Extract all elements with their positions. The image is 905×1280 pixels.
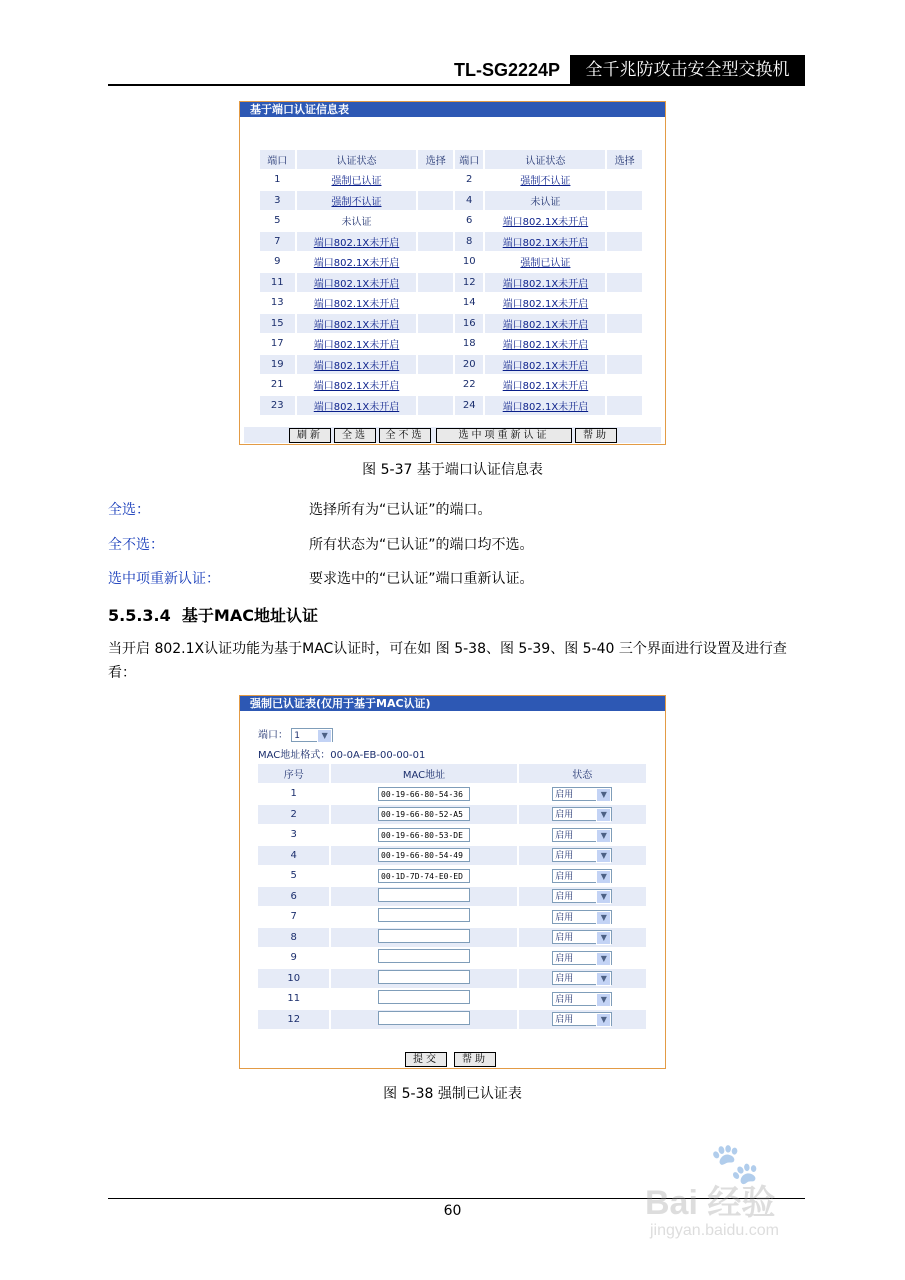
status-select[interactable]: [552, 951, 612, 965]
refresh-button[interactable]: 刷新: [289, 428, 331, 443]
select-cell[interactable]: [418, 376, 453, 395]
port-number: 13: [270, 297, 284, 309]
button-bar: [244, 1051, 661, 1067]
header-rule: [108, 84, 805, 86]
chevron-down-icon[interactable]: ▼: [596, 931, 611, 945]
mac-cell: [331, 867, 516, 886]
auth-status-link[interactable]: 端口802.1X未开启: [313, 401, 400, 413]
section-paragraph: 当开启 802.1X认证功能为基于MAC认证时，可在如 图 5-38、图 5-39、图 5-40 三个界面进行设置及进行查看：: [108, 641, 787, 681]
mac-cell: [331, 785, 516, 804]
mac-address-input[interactable]: 00-19-66-80-54-36: [378, 787, 470, 801]
table-row: [260, 171, 642, 190]
col-header: 认证状态: [336, 155, 377, 167]
col-header: 认证状态: [525, 155, 566, 167]
port-number: 7: [274, 235, 281, 247]
select-cell[interactable]: [607, 273, 642, 292]
row-number: 11: [287, 993, 301, 1005]
auth-status-link[interactable]: 端口802.1X未开启: [502, 401, 589, 413]
auth-status-link[interactable]: 端口802.1X未开启: [313, 340, 400, 352]
auth-status-link[interactable]: 端口802.1X未开启: [313, 319, 400, 331]
row-number: 3: [290, 829, 297, 841]
port-select-value: 1: [294, 731, 300, 741]
status-select[interactable]: [552, 992, 612, 1006]
chevron-down-icon[interactable]: ▼: [596, 849, 611, 863]
mac-address-input[interactable]: [378, 908, 470, 922]
select-cell[interactable]: [607, 376, 642, 395]
port-number: 4: [466, 194, 473, 206]
page-number: 60: [443, 1203, 462, 1219]
definition-desc: 要求选中的“已认证”端口重新认证。: [309, 571, 534, 587]
select-cell[interactable]: [418, 253, 453, 272]
col-header: MAC地址: [402, 769, 446, 781]
mac-address-input[interactable]: [378, 929, 470, 943]
table-row: [260, 212, 642, 231]
port-label: 端口：: [258, 730, 288, 741]
chevron-down-icon[interactable]: ▼: [596, 890, 611, 904]
status-cell: [519, 805, 646, 824]
table-row: [260, 355, 642, 374]
watermark-logo: Bai 经验: [645, 1184, 776, 1222]
auth-status-link[interactable]: 端口802.1X未开启: [502, 299, 589, 311]
status-select[interactable]: [552, 807, 612, 821]
auth-status-link[interactable]: 强制不认证: [520, 176, 571, 188]
select-cell[interactable]: [418, 294, 453, 313]
select-cell[interactable]: [607, 294, 642, 313]
select-cell[interactable]: [418, 232, 453, 251]
table-row: [258, 785, 646, 804]
status-cell: [519, 867, 646, 886]
status-cell: [519, 785, 646, 804]
row-number: 2: [290, 808, 297, 820]
port-auth-info-panel: [239, 101, 666, 445]
table-row: [258, 846, 646, 865]
help-button[interactable]: 帮助: [454, 1052, 496, 1067]
table-row: [258, 908, 646, 927]
status-select-value: 启用: [555, 810, 574, 821]
status-cell: [519, 990, 646, 1009]
select-cell[interactable]: [607, 314, 642, 333]
select-cell[interactable]: [418, 171, 453, 190]
chevron-down-icon[interactable]: ▼: [596, 972, 611, 986]
mac-cell: [331, 1010, 516, 1029]
col-header: 序号: [283, 769, 304, 781]
panel-title: 基于端口认证信息表: [240, 102, 665, 117]
watermark-url: jingyan.baidu.com: [650, 1222, 779, 1239]
auth-status-link[interactable]: 端口802.1X未开启: [313, 258, 400, 270]
select-cell[interactable]: [418, 335, 453, 354]
port-number: 10: [462, 256, 476, 268]
panel-title: 强制已认证表(仅用于基于MAC认证): [240, 696, 665, 711]
row-number: 12: [287, 1013, 301, 1025]
auth-status-link[interactable]: 端口802.1X未开启: [313, 237, 400, 249]
col-header: 选择: [614, 155, 635, 167]
table-row: [258, 887, 646, 906]
table-row: [258, 990, 646, 1009]
select-cell[interactable]: [418, 396, 453, 415]
select-cell[interactable]: [418, 212, 453, 231]
port-number: 22: [462, 379, 476, 391]
chevron-down-icon[interactable]: ▼: [596, 788, 611, 802]
row-number: 7: [290, 911, 297, 923]
row-number: 5: [290, 870, 297, 882]
status-cell: [519, 887, 646, 906]
mac-cell: [331, 805, 516, 824]
mac-table: [256, 762, 648, 1031]
table-row: [260, 396, 642, 415]
definition-desc: 选择所有为“已认证”的端口。: [309, 502, 492, 518]
auth-status-link[interactable]: 端口802.1X未开启: [502, 381, 589, 393]
select-cell[interactable]: [607, 191, 642, 210]
status-select[interactable]: [552, 889, 612, 903]
select-all-button[interactable]: 全选: [334, 428, 376, 443]
status-select-value: 启用: [555, 974, 574, 985]
table-row: [260, 273, 642, 292]
port-number: 8: [466, 235, 473, 247]
port-number: 17: [270, 338, 284, 350]
baidu-jingyan-watermark: [645, 1140, 865, 1250]
table-row: [258, 867, 646, 886]
status-select[interactable]: [552, 848, 612, 862]
table-row: [260, 294, 642, 313]
auth-status-link: 未认证: [530, 196, 561, 208]
mac-cell: [331, 949, 516, 968]
port-select[interactable]: [291, 728, 333, 742]
select-cell[interactable]: [418, 191, 453, 210]
status-cell: [519, 949, 646, 968]
table-row: [260, 191, 642, 210]
forced-auth-table-panel: [239, 695, 666, 1069]
status-select-value: 启用: [555, 892, 574, 903]
auth-status-link[interactable]: 端口802.1X未开启: [313, 381, 400, 393]
chevron-down-icon[interactable]: ▼: [596, 870, 611, 884]
status-cell: [519, 1010, 646, 1029]
status-cell: [519, 826, 646, 845]
mac-cell: [331, 846, 516, 865]
mac-address-input[interactable]: 00-19-66-80-53-DE: [378, 828, 470, 842]
chevron-down-icon[interactable]: ▼: [596, 993, 611, 1007]
help-button[interactable]: 帮助: [575, 428, 617, 443]
figure-caption: 图 5-38 强制已认证表: [383, 1086, 522, 1102]
row-number: 8: [290, 931, 297, 943]
status-select-value: 启用: [555, 830, 574, 841]
header-model: TL-SG2224P: [453, 60, 560, 80]
mac-address-input[interactable]: 00-19-66-80-52-A5: [378, 807, 470, 821]
section-title: 基于MAC地址认证: [181, 606, 318, 625]
definition-term: 全不选：: [108, 537, 164, 553]
submit-button[interactable]: 提交: [405, 1052, 447, 1067]
mac-format-hint: MAC地址格式：00-0A-EB-00-00-01: [258, 750, 426, 761]
row-number: 9: [290, 952, 297, 964]
port-number: 2: [466, 174, 473, 186]
status-select[interactable]: [552, 930, 612, 944]
select-none-button[interactable]: 全不选: [379, 428, 431, 443]
select-cell[interactable]: [607, 232, 642, 251]
status-select-value: 启用: [555, 871, 574, 882]
table-row: [258, 949, 646, 968]
table-row: [258, 928, 646, 947]
row-number: 4: [290, 849, 297, 861]
col-header: 选择: [425, 155, 446, 167]
port-number: 1: [274, 174, 281, 186]
port-number: 18: [462, 338, 476, 350]
status-cell: [519, 928, 646, 947]
section-number: 5.5.3.4: [108, 606, 171, 625]
chevron-down-icon[interactable]: ▼: [596, 1013, 611, 1027]
auth-status-link[interactable]: 端口802.1X未开启: [313, 360, 400, 372]
select-cell[interactable]: [607, 212, 642, 231]
header-product-title: 全千兆防攻击安全型交换机: [570, 55, 805, 85]
auth-status-link[interactable]: 端口802.1X未开启: [502, 360, 589, 372]
status-select[interactable]: [552, 787, 612, 801]
status-select[interactable]: [552, 869, 612, 883]
port-number: 21: [270, 379, 284, 391]
chevron-down-icon[interactable]: ▼: [596, 829, 611, 843]
col-header: 状态: [572, 769, 593, 781]
status-select[interactable]: [552, 1012, 612, 1026]
table-row: [260, 314, 642, 333]
status-cell: [519, 908, 646, 927]
table-header-row: [260, 150, 642, 169]
select-cell[interactable]: [607, 335, 642, 354]
select-cell[interactable]: [418, 273, 453, 292]
mac-address-input[interactable]: [378, 888, 470, 902]
auth-status-link[interactable]: 强制不认证: [331, 196, 382, 208]
select-cell[interactable]: [607, 253, 642, 272]
select-cell[interactable]: [607, 396, 642, 415]
auth-status-link[interactable]: 端口802.1X未开启: [502, 278, 589, 290]
status-select[interactable]: [552, 971, 612, 985]
port-number: 24: [462, 399, 476, 411]
port-number: 5: [274, 215, 281, 227]
port-number: 3: [274, 194, 281, 206]
definition-desc: 所有状态为“已认证”的端口均不选。: [309, 537, 534, 553]
reauth-selected-button[interactable]: 选中项重新认证: [436, 428, 572, 443]
status-select-value: 启用: [555, 1015, 574, 1026]
button-bar: [244, 427, 661, 443]
port-number: 9: [274, 256, 281, 268]
mac-address-input[interactable]: [378, 970, 470, 984]
table-row: [260, 376, 642, 395]
auth-status-link[interactable]: 强制已认证: [520, 258, 571, 270]
port-number: 19: [270, 358, 284, 370]
mac-address-input[interactable]: [378, 949, 470, 963]
select-cell[interactable]: [418, 314, 453, 333]
status-select-value: 启用: [555, 953, 574, 964]
port-number: 20: [462, 358, 476, 370]
row-number: 10: [287, 972, 301, 984]
status-select-value: 启用: [555, 912, 574, 923]
port-select-row: [258, 726, 333, 742]
auth-status-link[interactable]: 端口802.1X未开启: [313, 299, 400, 311]
chevron-down-icon[interactable]: ▼: [596, 911, 611, 925]
mac-cell: [331, 969, 516, 988]
mac-cell: [331, 928, 516, 947]
status-select-value: 启用: [555, 933, 574, 944]
mac-address-input[interactable]: 00-19-66-80-54-49: [378, 848, 470, 862]
auth-status-link[interactable]: 端口802.1X未开启: [313, 278, 400, 290]
auth-status-link[interactable]: 端口802.1X未开启: [502, 237, 589, 249]
mac-address-input[interactable]: [378, 990, 470, 1004]
table-row: [258, 1010, 646, 1029]
status-select-value: 启用: [555, 789, 574, 800]
table-row: [258, 826, 646, 845]
section-heading: [108, 603, 318, 626]
table-row: [260, 232, 642, 251]
auth-status-link[interactable]: 端口802.1X未开启: [502, 217, 589, 229]
mac-address-input[interactable]: [378, 1011, 470, 1025]
auth-status-link[interactable]: 端口802.1X未开启: [502, 340, 589, 352]
auth-status-link: 未认证: [341, 217, 372, 229]
chevron-down-icon[interactable]: ▼: [596, 952, 611, 966]
mac-address-input[interactable]: 00-1D-7D-74-E0-ED: [378, 869, 470, 883]
port-number: 12: [462, 276, 476, 288]
table-row: [258, 969, 646, 988]
auth-status-link[interactable]: 强制已认证: [331, 176, 382, 188]
page-header: [108, 55, 805, 85]
col-header: 端口: [267, 155, 288, 167]
select-cell[interactable]: [607, 171, 642, 190]
port-number: 16: [462, 317, 476, 329]
status-select-value: 启用: [555, 994, 574, 1005]
select-cell[interactable]: [607, 355, 642, 374]
status-cell: [519, 969, 646, 988]
auth-status-link[interactable]: 端口802.1X未开启: [502, 319, 589, 331]
table-header-row: [258, 764, 646, 783]
chevron-down-icon[interactable]: ▼: [317, 729, 332, 743]
figure-caption: 图 5-37 基于端口认证信息表: [362, 462, 543, 478]
table-row: [258, 805, 646, 824]
port-number: 14: [462, 297, 476, 309]
col-header: 端口: [459, 155, 480, 167]
port-number: 23: [270, 399, 284, 411]
row-number: 1: [290, 788, 297, 800]
mac-cell: [331, 887, 516, 906]
table-row: [260, 253, 642, 272]
paw-icon: 🐾: [710, 1141, 760, 1187]
status-select[interactable]: [552, 828, 612, 842]
port-auth-table: [258, 148, 644, 417]
select-cell[interactable]: [418, 355, 453, 374]
status-select-value: 启用: [555, 851, 574, 862]
row-number: 6: [290, 890, 297, 902]
port-number: 11: [270, 276, 284, 288]
mac-cell: [331, 826, 516, 845]
port-number: 15: [270, 317, 284, 329]
status-cell: [519, 846, 646, 865]
mac-cell: [331, 990, 516, 1009]
status-select[interactable]: [552, 910, 612, 924]
port-number: 6: [466, 215, 473, 227]
table-row: [260, 335, 642, 354]
definition-term: 选中项重新认证：: [108, 571, 220, 587]
mac-cell: [331, 908, 516, 927]
definition-term: 全选：: [108, 502, 150, 518]
chevron-down-icon[interactable]: ▼: [596, 808, 611, 822]
